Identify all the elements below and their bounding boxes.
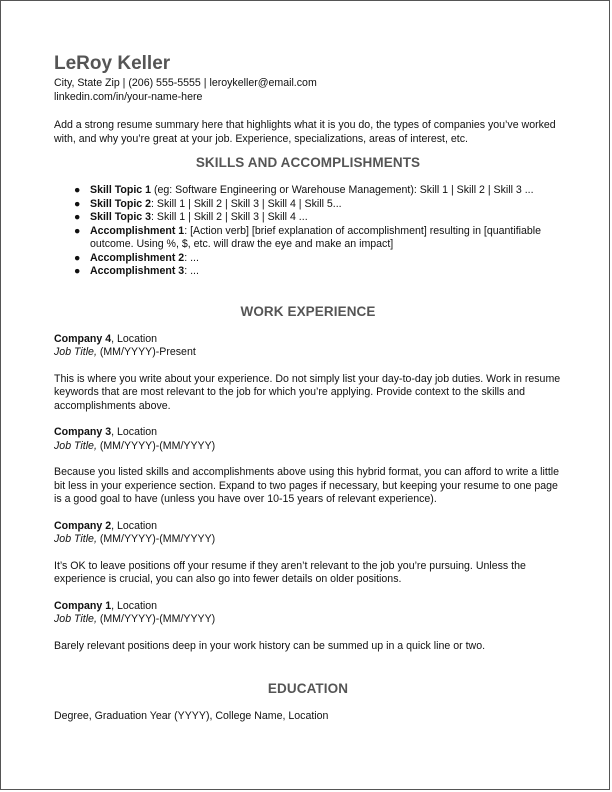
job-title: Job Title, xyxy=(54,439,97,452)
job-location: , Location xyxy=(111,426,158,438)
job-dates: (MM/YYYY)-(MM/YYYY) xyxy=(96,439,216,452)
job-entry xyxy=(54,426,562,453)
accomplishment-item-label: Accomplishment 1 xyxy=(90,224,185,237)
education-section-heading: EDUCATION xyxy=(267,681,349,696)
skill-item-text: : Skill 1 | Skill 2 | Skill 3 | Skill 4 | Skill 5... xyxy=(151,197,342,210)
accomplishment-item-label: Accomplishment 2 xyxy=(90,251,185,264)
contact-info: City, State Zip | (206) 555-5555 | leroykeller@email.com xyxy=(54,77,317,89)
bullet-icon: ● xyxy=(74,265,81,277)
bullet-icon: ● xyxy=(74,211,81,223)
job-dates: (MM/YYYY)-(MM/YYYY) xyxy=(96,613,216,625)
job-company: Company 4 xyxy=(54,332,112,345)
accomplishment-item-text: : [Action verb] [brief explanation of accomplishment] resulting in [quantifiable outcome. Using %, $, etc. will draw the eye and make an impact] xyxy=(90,224,542,250)
job-entry xyxy=(54,520,562,547)
skills-section-heading: SKILLS AND ACCOMPLISHMENTS xyxy=(195,155,421,170)
job-dates: (MM/YYYY)-(MM/YYYY) xyxy=(96,533,216,545)
resume-content xyxy=(54,53,562,724)
education-entry: Degree, Graduation Year (YYYY), College Name, Location xyxy=(54,710,329,722)
accomplishment-item xyxy=(54,225,562,252)
resume-summary: Add a strong resume summary here that highlights what it is you do, the types of companies you’ve worked with, and why you’re great at your job. Experience, specializations, areas of interest, etc. xyxy=(54,119,556,145)
linkedin-url: linkedin.com/in/your-name-here xyxy=(54,90,203,103)
bullet-icon: ● xyxy=(74,184,81,196)
skill-item-label: Skill Topic 2 xyxy=(90,197,152,210)
job-location: , Location xyxy=(111,599,158,612)
job-entry xyxy=(54,333,562,360)
accomplishment-item xyxy=(54,252,562,266)
job-title: Job Title, xyxy=(54,533,97,545)
skill-item xyxy=(54,184,562,198)
skill-item xyxy=(54,211,562,225)
accomplishment-item-text: : ... xyxy=(184,265,199,277)
accomplishment-item-label: Accomplishment 3 xyxy=(90,265,185,277)
skill-item-text: : Skill 1 | Skill 2 | Skill 3 | Skill 4 ... xyxy=(151,211,308,223)
skill-item xyxy=(54,198,562,212)
bullet-icon: ● xyxy=(74,224,81,237)
bullet-icon: ● xyxy=(74,251,81,264)
skill-item-text: (eg: Software Engineering or Warehouse Management): Skill 1 | Skill 2 | Skill 3 ... xyxy=(151,184,534,196)
job-description: Barely relevant positions deep in your work history can be summed up in a quick line or two. xyxy=(54,639,486,652)
work-section-heading: WORK EXPERIENCE xyxy=(240,303,376,319)
candidate-name: LeRoy Keller xyxy=(54,53,171,74)
job-title: Job Title, xyxy=(54,613,97,625)
job-company: Company 2 xyxy=(54,519,112,532)
job-description: This is where you write about your experience. Do not simply list your day-to-day job duties. Work in resume keywords that are most relevant to the job for which you’re applying. Provide context to the skills and accomplishments above. xyxy=(54,372,561,412)
accomplishment-item-text: : ... xyxy=(184,251,199,264)
job-company: Company 3 xyxy=(54,426,112,438)
job-location: , Location xyxy=(111,332,158,345)
skill-item-label: Skill Topic 3 xyxy=(90,211,152,223)
bullet-icon: ● xyxy=(74,197,81,210)
job-entry xyxy=(54,600,562,627)
job-location: , Location xyxy=(111,519,158,532)
accomplishment-item xyxy=(54,265,562,279)
skill-item-label: Skill Topic 1 xyxy=(90,184,152,196)
job-company: Company 1 xyxy=(54,599,112,612)
skills-list xyxy=(54,184,562,279)
job-title: Job Title, xyxy=(54,346,97,358)
job-description: It’s OK to leave positions off your resume if they aren’t relevant to the job you’re pursuing. Unless the experience is crucial, you can also go into fewer details on older positions. xyxy=(54,559,526,585)
job-description: Because you listed skills and accomplishments above using this hybrid format, you can afford to write a little bit less in your experience section. Expand to two pages if necessary, but keeping your resume to one page is a good goal to have (unless you have over 10-15 years of relevant experience). xyxy=(54,466,560,505)
job-dates: (MM/YYYY)-Present xyxy=(96,346,196,358)
